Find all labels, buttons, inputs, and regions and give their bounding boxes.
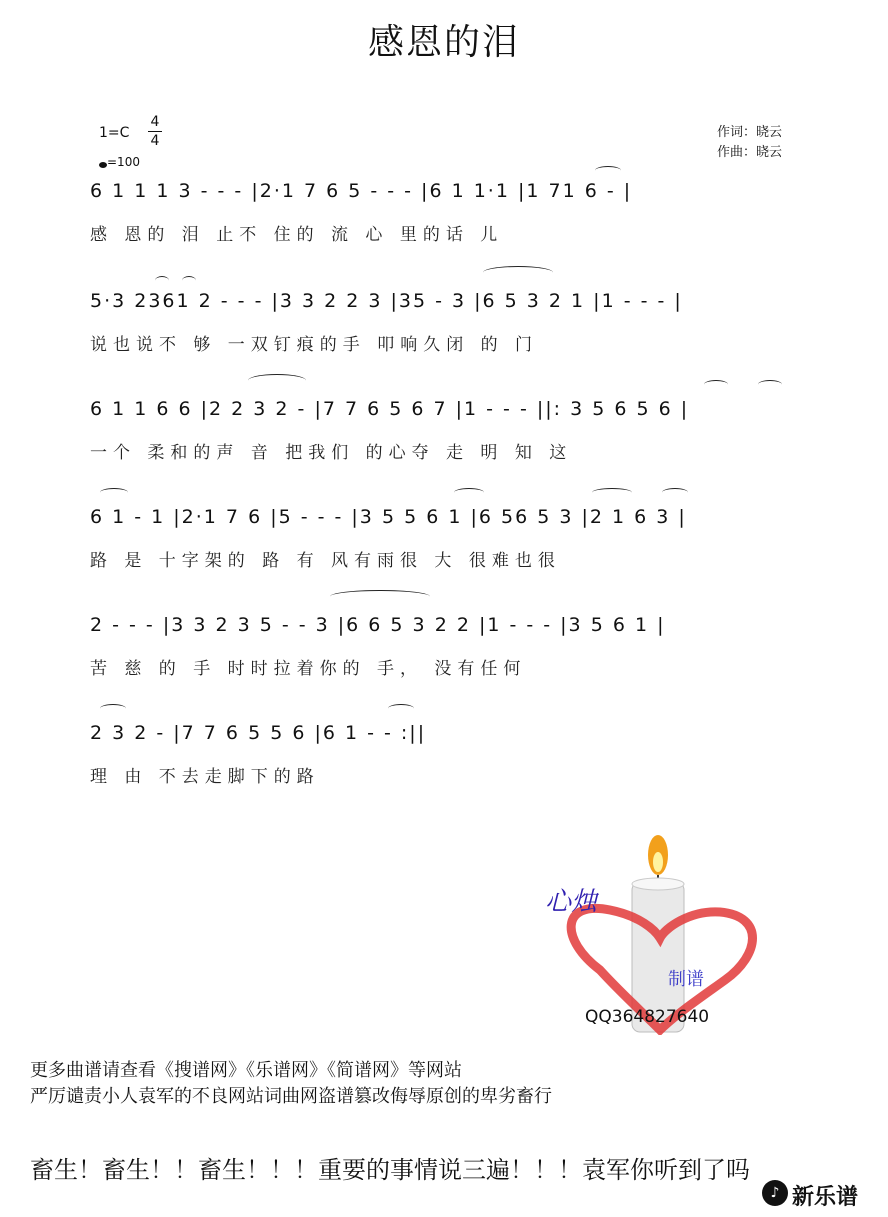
- watermark: [540, 820, 770, 1035]
- brand-name: 新乐谱: [792, 1185, 859, 1210]
- notes-line: 2 - - - |3 3 2 3 5 - - 3 |6 6 5 3 2 2 |1 - - - |3 5 6 1 |: [90, 614, 666, 636]
- notes-line: 6 1 1 6 6 |2 2 3 2 - |7 7 6 5 6 7 |1 - - - ||: 3 5 6 5 6 |: [90, 398, 690, 420]
- notes-line: 2 3 2 - |7 7 6 5 5 6 |6 1 - - :||: [90, 722, 427, 744]
- time-signature-bottom: 4: [148, 131, 162, 150]
- lyrics-line: 苦 慈 的 手 时时拉着你的 手， 没有任何: [90, 659, 527, 679]
- music-disc-icon: ♪: [762, 1180, 788, 1206]
- time-signature-top: 4: [150, 114, 160, 130]
- watermark-name: 心烛: [545, 887, 598, 917]
- tempo-value: =100: [107, 155, 140, 169]
- slur: [758, 380, 782, 389]
- lyrics-line: 路 是 十字架的 路 有 风有雨很 大 很难也很: [90, 551, 561, 571]
- slur: [100, 488, 128, 497]
- slur: [388, 704, 414, 713]
- slur: [592, 488, 632, 497]
- quarter-note-icon: [99, 162, 107, 168]
- lyrics-line: 感 恩的 泪 止不 住的 流 心 里的话 儿: [90, 225, 504, 245]
- slur: [248, 374, 306, 387]
- time-signature: [148, 113, 162, 150]
- watermark-contact: QQ364827640: [585, 1007, 710, 1027]
- tempo-marking: [99, 155, 140, 169]
- notes-line: 6 1 - 1 |2·1 7 6 |5 - - - |3 5 5 6 1 |6 56 5 3 |2 1 6 3 |: [90, 506, 687, 528]
- slur: [704, 380, 728, 389]
- slur: [595, 166, 621, 175]
- slur: [155, 276, 169, 285]
- page-title: 感恩的泪: [367, 22, 520, 63]
- footer-line-3: 畜生！畜生！！畜生！！！重要的事情说三遍！！！袁军你听到了吗: [30, 1156, 750, 1184]
- watermark-label: 制谱: [668, 969, 704, 990]
- key-signature: 1=C: [99, 125, 130, 141]
- credits: [717, 123, 782, 163]
- notes-line: 5·3 2361 2 - - - |3 3 2 2 3 |35 - 3 |6 5 3 2 1 |1 - - - |: [90, 290, 683, 312]
- slur: [330, 590, 430, 603]
- lyrics-line: 理 由 不去走脚下的路: [90, 767, 320, 787]
- slur: [182, 276, 196, 285]
- slur: [100, 704, 126, 713]
- footer-line-2: 严厉谴责小人袁军的不良网站词曲网盗谱篡改侮辱原创的卑劣畜行: [30, 1086, 552, 1107]
- slur: [454, 488, 484, 497]
- lyricist: 作词：晓云: [717, 125, 783, 140]
- slur: [483, 266, 553, 279]
- slur: [662, 488, 688, 497]
- candle-heart-icon: [540, 820, 770, 1035]
- notes-line: 6 1 1 1 3 - - - |2·1 7 6 5 - - - |6 1 1·1 |1 71 6 - |: [90, 180, 633, 202]
- lyrics-line: 一个 柔和的声 音 把我们 的心夺 走 明 知 这: [90, 443, 573, 463]
- footer-line-1: 更多曲谱请查看《搜谱网》《乐谱网》《简谱网》等网站: [30, 1060, 462, 1081]
- footer-notes: [30, 1058, 552, 1110]
- lyrics-line: 说也说不 够 一双钉痕的手 叩响久闭 的 门: [90, 335, 539, 355]
- composer: 作曲：晓云: [717, 145, 783, 160]
